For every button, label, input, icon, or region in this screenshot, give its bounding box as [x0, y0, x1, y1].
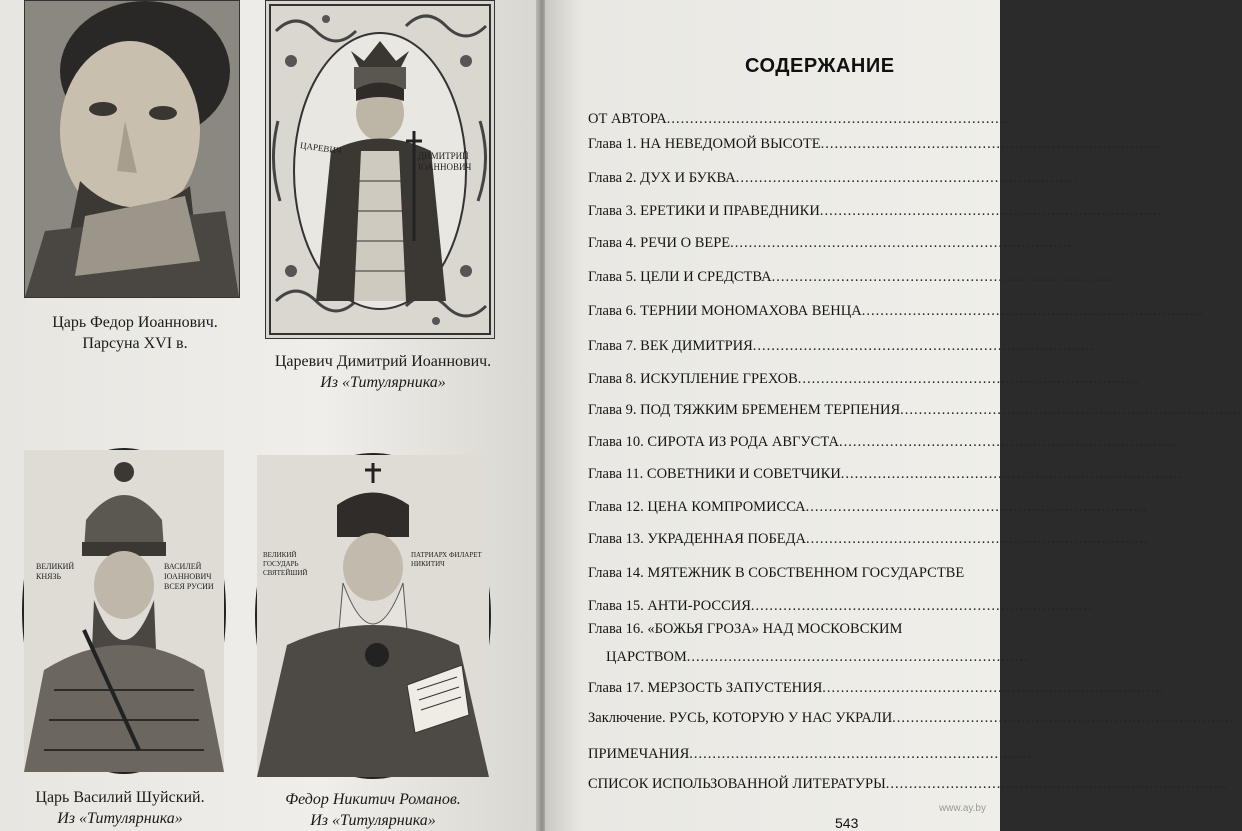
toc-title: СОДЕРЖАНИЕ: [745, 55, 895, 77]
toc-leader-dots: ..........................................................................: [838, 434, 1182, 450]
toc-leader-dots: ..........................................................................: [819, 203, 1163, 219]
toc-entry-text: Глава 2. ДУХ И БУКВА: [588, 170, 736, 186]
toc-leader-dots: ..........................................................................: [806, 531, 1149, 547]
toc-leader-dots: ..........................................................................: [861, 303, 1204, 319]
toc-entry: [588, 371, 1140, 388]
toc-entry: [588, 649, 1029, 666]
toc-entry-text: Глава 17. МЕРЗОСТЬ ЗАПУСТЕНИЯ: [588, 680, 823, 696]
caption-line: Царь Федор Иоаннович.: [52, 314, 218, 331]
portrait-vasily-shuisky: [22, 448, 226, 774]
toc-entry: [588, 170, 1078, 187]
toc-entry-text: Заключение. РУСЬ, КОТОРУЮ У НАС УКРАЛИ: [588, 710, 893, 726]
toc-entry-text: Глава 12. ЦЕНА КОМПРОМИССА: [588, 499, 806, 515]
toc-entry-text: Глава 10. СИРОТА ИЗ РОДА АВГУСТА: [588, 434, 839, 450]
toc-entry-text: Глава 13. УКРАДЕННАЯ ПОБЕДА: [588, 531, 806, 547]
toc-entry-text: ПРИМЕЧАНИЯ: [588, 746, 690, 762]
toc-entry: [588, 710, 1235, 727]
toc-entry: [588, 531, 1149, 548]
toc-entry: [588, 466, 1184, 483]
toc-entry-text: Глава 14. МЯТЕЖНИК В СОБСТВЕННОМ ГОСУДАРСТВЕ: [588, 565, 965, 581]
caption-shuisky: [20, 787, 220, 829]
caption-fyodor: [40, 312, 230, 354]
inscription-right: ВАСИЛЕЙ ІОАННОВИЧ ВСЕЯ РУСИИ: [164, 562, 214, 591]
toc-entry: [588, 565, 1008, 582]
toc-leader-dots: ..........................................................................: [900, 402, 1242, 418]
toc-leader-dots: ..........................................................................: [750, 598, 1094, 614]
toc-entry: [588, 203, 1163, 220]
inscription-left: ВЕЛИКИЙ КНЯЗЬ: [36, 562, 75, 581]
toc-leader-dots: ..........................................................................: [797, 371, 1140, 387]
portrait-fyodor-ioannovich: [24, 0, 240, 298]
caption-line: Федор Никитич Романов.: [285, 791, 461, 808]
toc-entry: [588, 746, 1032, 763]
toc-leader-dots: ..........................................................................: [735, 170, 1078, 186]
caption-line: Из «Титулярника»: [310, 812, 436, 829]
inscription-left: ЦАРЕВИЧ: [299, 140, 343, 156]
toc-entry-text: Глава 6. ТЕРНИИ МОНОМАХОВА ВЕНЦА: [588, 303, 862, 319]
toc-leader-dots: ..........................................................................: [666, 111, 1009, 127]
toc-leader-dots: ..........................................................................: [820, 136, 1163, 152]
caption-dmitry: [258, 351, 508, 393]
inscription-right: ПАТРИАРХ ФИЛАРЕТ НИКИТИЧ: [411, 551, 482, 568]
toc-leader-dots: ..........................................................................: [730, 235, 1073, 251]
toc-entry-text: Глава 1. НА НЕВЕДОМОЙ ВЫСОТЕ: [588, 136, 821, 152]
toc-leader-dots: ..........................................................................: [689, 746, 1032, 762]
toc-entry-text: Глава 11. СОВЕТНИКИ И СОВЕТЧИКИ: [588, 466, 841, 482]
toc-entry: [588, 136, 1163, 153]
toc-entry: [588, 111, 1008, 128]
toc-entry-text: Глава 9. ПОД ТЯЖКИМ БРЕМЕНЕМ ТЕРПЕНИЯ: [588, 402, 901, 418]
toc-entry-text: Глава 15. АНТИ-РОССИЯ: [588, 598, 751, 614]
toc-entry: [588, 621, 1008, 638]
toc-entry-text: СПИСОК ИСПОЛЬЗОВАННОЙ ЛИТЕРАТУРЫ: [588, 776, 886, 792]
inscription-right: ДИМИТРИЙ ІОАННОВИЧ: [418, 151, 472, 172]
toc-entry: [588, 680, 1165, 697]
toc-entry: [588, 402, 1242, 419]
portrait-fyodor-romanov: [255, 453, 491, 779]
toc-leader-dots: ..........................................................................: [752, 338, 1096, 354]
toc-entry: [588, 434, 1182, 451]
inscription-left: ВЕЛИКИЙ ГОСУДАРЬ СВЯТЕЙШИЙ: [263, 551, 308, 577]
caption-line: Из «Титулярника»: [57, 810, 183, 827]
toc-leader-dots: ..........................................................................: [892, 710, 1235, 726]
caption-line: Царь Василий Шуйский.: [35, 789, 205, 806]
toc-entry: [588, 338, 1096, 355]
caption-line: Из «Титулярника»: [320, 374, 446, 391]
toc-leader-dots: ..........................................................................: [885, 776, 1229, 792]
toc-entry-text: Глава 8. ИСКУПЛЕНИЕ ГРЕХОВ: [588, 371, 798, 387]
portrait-tsarevich-dmitry: [265, 0, 495, 339]
toc-entry: [588, 303, 1204, 320]
toc-leader-dots: ..........................................................................: [805, 499, 1148, 515]
page-number: 543: [835, 815, 859, 831]
toc-entry-text: Глава 4. РЕЧИ О ВЕРЕ: [588, 235, 731, 251]
toc-entry: [588, 776, 1229, 793]
toc-leader-dots: ..........................................................................: [771, 269, 1114, 285]
toc-entry: [588, 269, 1114, 286]
toc-entry-text: Глава 16. «БОЖЬЯ ГРОЗА» НАД МОСКОВСКИМ: [588, 621, 903, 637]
toc-leader-dots: ..........................................................................: [822, 680, 1165, 696]
toc-entry-text: Глава 7. ВЕК ДИМИТРИЯ: [588, 338, 753, 354]
caption-line: Царевич Димитрий Иоаннович.: [274, 353, 492, 370]
toc-entry: [588, 235, 1073, 252]
toc-leader-dots: ..........................................................................: [840, 466, 1184, 482]
toc-leader-dots: ..........................................................................: [686, 649, 1029, 665]
toc-entry: [588, 499, 1148, 516]
left-page: [0, 0, 538, 831]
watermark: www.ay.by: [938, 803, 986, 814]
caption-line: Парсуна XVI в.: [82, 335, 188, 352]
toc-entry-text: Глава 3. ЕРЕТИКИ И ПРАВЕДНИКИ: [588, 203, 820, 219]
caption-romanov: [258, 789, 488, 831]
toc-entry: [588, 598, 1094, 615]
toc-entry-text: Глава 5. ЦЕЛИ И СРЕДСТВА: [588, 269, 772, 285]
toc-entry-text: ЦАРСТВОМ: [606, 649, 687, 665]
toc-entry-text: ОТ АВТОРА: [588, 111, 667, 127]
